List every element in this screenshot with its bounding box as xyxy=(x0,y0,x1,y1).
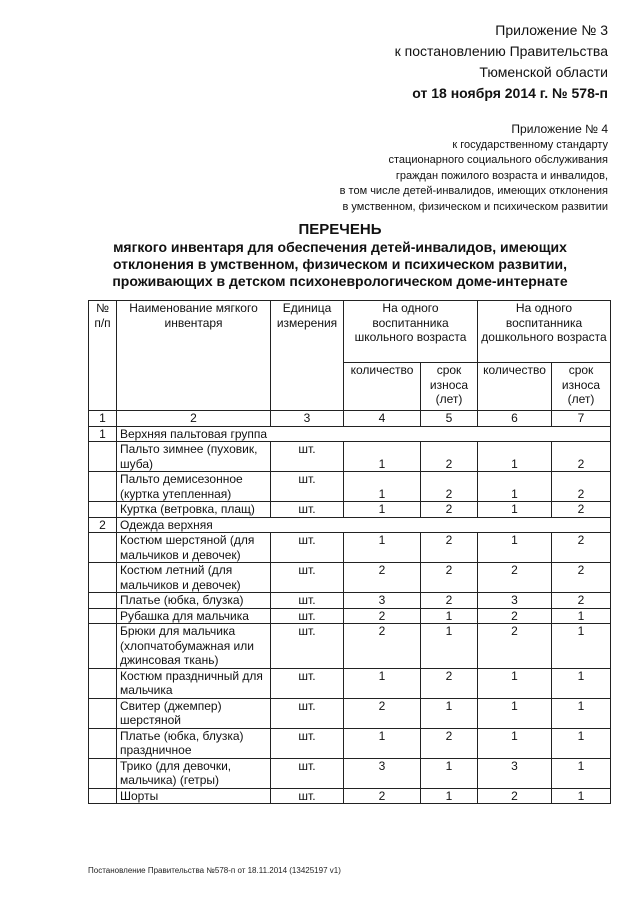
item-value: 2 xyxy=(344,563,421,593)
item-name: Свитер (джемпер) шерстяной xyxy=(117,698,271,728)
appendix-4-line: к государственному стандарту xyxy=(452,138,608,151)
table-row xyxy=(89,502,611,518)
table-row xyxy=(89,788,611,804)
item-value: 2 xyxy=(421,533,478,563)
item-name: Шорты xyxy=(117,788,271,804)
appendix-3-line: Приложение № 3 xyxy=(495,22,608,38)
item-value: 1 xyxy=(478,533,552,563)
row-number xyxy=(89,788,117,804)
row-number xyxy=(89,472,117,502)
item-value: 2 xyxy=(552,472,611,502)
item-value: 2 xyxy=(421,668,478,698)
item-value: 2 xyxy=(478,624,552,669)
header-unit: Единица измерения xyxy=(271,301,344,411)
item-unit: шт. xyxy=(271,608,344,624)
item-value: 1 xyxy=(552,624,611,669)
row-number xyxy=(89,698,117,728)
item-value: 1 xyxy=(421,788,478,804)
appendix-3-line: Тюменской области xyxy=(479,64,608,80)
header-qty: количество xyxy=(344,363,421,411)
column-number: 1 xyxy=(89,411,117,427)
item-value: 3 xyxy=(478,758,552,788)
item-unit: шт. xyxy=(271,668,344,698)
section-number: 2 xyxy=(89,517,117,533)
item-unit: шт. xyxy=(271,563,344,593)
header-qty: количество xyxy=(478,363,552,411)
item-value: 1 xyxy=(552,728,611,758)
item-value: 2 xyxy=(421,472,478,502)
title-line: проживающих в детском психоневрологическом доме-интернате xyxy=(112,273,568,289)
appendix-3-line: к постановлению Правительства xyxy=(394,43,608,59)
row-number xyxy=(89,758,117,788)
item-value: 1 xyxy=(421,698,478,728)
item-value: 2 xyxy=(552,533,611,563)
item-value: 2 xyxy=(552,502,611,518)
appendix-4-line: Приложение № 4 xyxy=(511,122,608,136)
header-num: № п/п xyxy=(89,301,117,411)
item-value: 1 xyxy=(552,698,611,728)
header-school: На одного воспитанника школьного возраста xyxy=(344,301,478,363)
title-line: ПЕРЕЧЕНЬ xyxy=(298,221,382,238)
appendix-3-date: от 18 ноября 2014 г. № 578-п xyxy=(412,85,608,101)
row-number xyxy=(89,728,117,758)
item-unit: шт. xyxy=(271,502,344,518)
item-name: Трико (для девочки, мальчика) (гетры) xyxy=(117,758,271,788)
header-preschool: На одного воспитанника дошкольного возраста xyxy=(478,301,611,363)
header-term: срок износа (лет) xyxy=(552,363,611,411)
table-row xyxy=(89,472,611,502)
item-value: 1 xyxy=(344,442,421,472)
row-number xyxy=(89,593,117,609)
column-number: 2 xyxy=(117,411,271,427)
section-row xyxy=(89,517,611,533)
item-value: 2 xyxy=(552,593,611,609)
item-unit: шт. xyxy=(271,472,344,502)
item-value: 1 xyxy=(478,668,552,698)
section-number: 1 xyxy=(89,426,117,442)
item-value: 1 xyxy=(421,608,478,624)
item-name: Костюм шерстяной (для мальчиков и девочек) xyxy=(117,533,271,563)
section-name: Одежда верхняя xyxy=(117,517,611,533)
item-value: 1 xyxy=(552,788,611,804)
item-value: 2 xyxy=(344,608,421,624)
table-row xyxy=(89,728,611,758)
footer: Постановление Правительства №578-п от 18.11.2014 (13425197 v1) xyxy=(88,866,341,875)
item-value: 1 xyxy=(552,608,611,624)
item-value: 2 xyxy=(478,563,552,593)
title-line: мягкого инвентаря для обеспечения детей-инвалидов, имеющих xyxy=(113,239,567,255)
column-number: 6 xyxy=(478,411,552,427)
item-value: 2 xyxy=(344,698,421,728)
item-unit: шт. xyxy=(271,442,344,472)
row-number xyxy=(89,624,117,669)
column-number: 4 xyxy=(344,411,421,427)
item-value: 1 xyxy=(478,502,552,518)
table-row xyxy=(89,533,611,563)
appendix-3-header xyxy=(395,22,608,106)
item-value: 1 xyxy=(421,758,478,788)
item-value: 2 xyxy=(421,502,478,518)
item-name: Куртка (ветровка, плащ) xyxy=(117,502,271,518)
table-row xyxy=(89,608,611,624)
row-number xyxy=(89,502,117,518)
item-value: 2 xyxy=(552,563,611,593)
appendix-4-line: в том числе детей-инвалидов, имеющих отклонения xyxy=(339,185,608,197)
item-value: 1 xyxy=(478,698,552,728)
header-name: Наименование мягкого инвентаря xyxy=(117,301,271,411)
item-value: 1 xyxy=(478,442,552,472)
appendix-4-line: в умственном, физическом и психическом развитии xyxy=(342,200,608,213)
section-name: Верхняя пальтовая группа xyxy=(117,426,611,442)
header-term: срок износа (лет) xyxy=(421,363,478,411)
item-name: Пальто зимнее (пуховик, шуба) xyxy=(117,442,271,472)
item-value: 2 xyxy=(421,593,478,609)
item-value: 2 xyxy=(478,788,552,804)
item-value: 2 xyxy=(421,728,478,758)
item-unit: шт. xyxy=(271,758,344,788)
item-value: 3 xyxy=(344,593,421,609)
item-value: 1 xyxy=(344,502,421,518)
item-value: 3 xyxy=(478,593,552,609)
column-number: 7 xyxy=(552,411,611,427)
row-number xyxy=(89,442,117,472)
item-name: Пальто демисезонное (куртка утепленная) xyxy=(117,472,271,502)
item-value: 2 xyxy=(421,442,478,472)
table-row xyxy=(89,593,611,609)
item-value: 2 xyxy=(344,788,421,804)
item-unit: шт. xyxy=(271,728,344,758)
item-value: 1 xyxy=(478,728,552,758)
item-value: 1 xyxy=(344,533,421,563)
table-row xyxy=(89,624,611,669)
item-value: 2 xyxy=(552,442,611,472)
column-number: 3 xyxy=(271,411,344,427)
item-name: Брюки для мальчика (хлопчатобумажная или джинсовая ткань) xyxy=(117,624,271,669)
table-row xyxy=(89,698,611,728)
item-value: 1 xyxy=(478,472,552,502)
table-row xyxy=(89,668,611,698)
item-unit: шт. xyxy=(271,533,344,563)
item-value: 1 xyxy=(344,472,421,502)
table-row xyxy=(89,758,611,788)
item-name: Платье (юбка, блузка) xyxy=(117,593,271,609)
item-unit: шт. xyxy=(271,788,344,804)
item-unit: шт. xyxy=(271,624,344,669)
document-title xyxy=(60,221,620,290)
item-value: 1 xyxy=(421,624,478,669)
appendix-4-line: граждан пожилого возраста и инвалидов, xyxy=(395,169,608,182)
row-number xyxy=(89,608,117,624)
table-row xyxy=(89,563,611,593)
item-name: Костюм летний (для мальчиков и девочек) xyxy=(117,563,271,593)
title-line: отклонения в умственном, физическом и психическом развитии, xyxy=(112,256,568,272)
item-value: 1 xyxy=(552,758,611,788)
table-row xyxy=(89,442,611,472)
item-value: 1 xyxy=(344,728,421,758)
appendix-4-line: стационарного социального обслуживания xyxy=(388,154,608,166)
row-number xyxy=(89,668,117,698)
item-value: 1 xyxy=(344,668,421,698)
item-name: Платье (юбка, блузка) праздничное xyxy=(117,728,271,758)
item-value: 3 xyxy=(344,758,421,788)
column-number: 5 xyxy=(421,411,478,427)
item-value: 2 xyxy=(478,608,552,624)
inventory-table xyxy=(88,300,611,804)
row-number xyxy=(89,533,117,563)
section-row xyxy=(89,426,611,442)
item-value: 1 xyxy=(552,668,611,698)
item-name: Рубашка для мальчика xyxy=(117,608,271,624)
item-name: Костюм праздничный для мальчика xyxy=(117,668,271,698)
item-unit: шт. xyxy=(271,698,344,728)
row-number xyxy=(89,563,117,593)
item-value: 2 xyxy=(421,563,478,593)
appendix-4-header xyxy=(340,122,608,215)
column-numbers-row xyxy=(89,411,611,427)
item-unit: шт. xyxy=(271,593,344,609)
item-value: 2 xyxy=(344,624,421,669)
